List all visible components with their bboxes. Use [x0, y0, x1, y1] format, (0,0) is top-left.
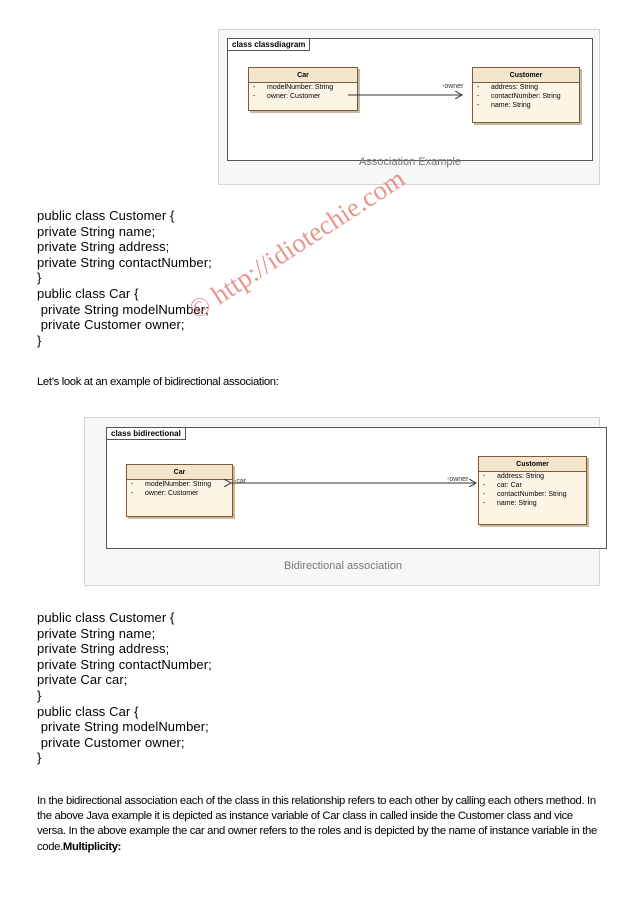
owner-role-label-2: -owner	[447, 476, 469, 483]
paragraph-text: In the bidirectional association each of the class in this relationship refers to each other by calling each others method. In the above Java example it is depicted as instance variable of Car class in called inside the Customer class and vice versa. In the above example the car and owner refers to the roles and is depicted by the name of instance variable in the code.	[37, 795, 597, 853]
attribute-text: car: Car	[497, 482, 522, 489]
code-line: private String address;	[37, 239, 170, 255]
intro-text: Let’s look at an example of bidirectional association:	[37, 376, 279, 388]
attribute-text: name: String	[497, 500, 537, 507]
code-line: }	[37, 270, 42, 286]
attribute-text: address: String	[491, 84, 539, 91]
visibility-marker: -	[253, 93, 256, 100]
frame-label-bidirectional: class bidirectional	[107, 428, 186, 440]
attribute-text: address: String	[497, 473, 545, 480]
customer-class-name-2: Customer	[479, 457, 586, 472]
code-line: }	[37, 332, 42, 348]
code-line: }	[37, 750, 42, 766]
code-line: private String contactNumber;	[37, 254, 212, 270]
watermark-text: © http://idiotechie.com	[182, 162, 411, 326]
attribute-text: contactNumber: String	[491, 93, 561, 100]
visibility-marker: -	[483, 491, 486, 498]
visibility-marker: -	[131, 481, 134, 488]
attribute-text: modelNumber: String	[145, 481, 212, 488]
visibility-marker: -	[253, 84, 256, 91]
attribute-text: name: String	[491, 102, 531, 109]
code-line: private Customer owner;	[37, 317, 185, 333]
car-role-label: -car	[234, 478, 247, 485]
visibility-marker: -	[477, 84, 480, 91]
code-line: private String name;	[37, 223, 156, 239]
visibility-marker: -	[483, 473, 486, 480]
attribute-text: modelNumber: String	[267, 84, 334, 91]
code-line: private String modelNumber;	[37, 719, 209, 735]
multiplicity-heading: Multiplicity:	[62, 840, 122, 853]
code-line: private Customer owner;	[37, 734, 185, 750]
figure-caption: Association Example	[358, 156, 462, 168]
visibility-marker: -	[483, 482, 486, 489]
frame-label: class classdiagram	[228, 39, 310, 51]
code-line: private String name;	[37, 625, 156, 641]
visibility-marker: -	[131, 490, 134, 497]
code-line: private String address;	[37, 641, 170, 657]
code-line: public class Car {	[37, 703, 139, 719]
visibility-marker: -	[477, 102, 480, 109]
attribute-text: contactNumber: String	[497, 491, 567, 498]
car-class-name: Car	[249, 68, 357, 83]
code-line: private String contactNumber;	[37, 656, 212, 672]
code-line: private String modelNumber;	[37, 301, 209, 317]
car-class-name-2: Car	[127, 465, 232, 480]
attribute-text: owner: Customer	[267, 93, 321, 100]
code-line: public class Customer {	[37, 610, 175, 625]
customer-class-name: Customer	[473, 68, 579, 83]
attribute-text: owner: Customer	[145, 490, 199, 497]
figure-caption-2: Bidirectional association	[283, 560, 402, 572]
visibility-marker: -	[483, 500, 486, 507]
code-line: public class Car {	[37, 285, 139, 301]
code-line: public class Customer {	[37, 208, 175, 223]
code-line: private Car car;	[37, 672, 128, 688]
owner-role-label: -owner	[442, 83, 464, 90]
code-line: }	[37, 687, 42, 703]
visibility-marker: -	[477, 93, 480, 100]
